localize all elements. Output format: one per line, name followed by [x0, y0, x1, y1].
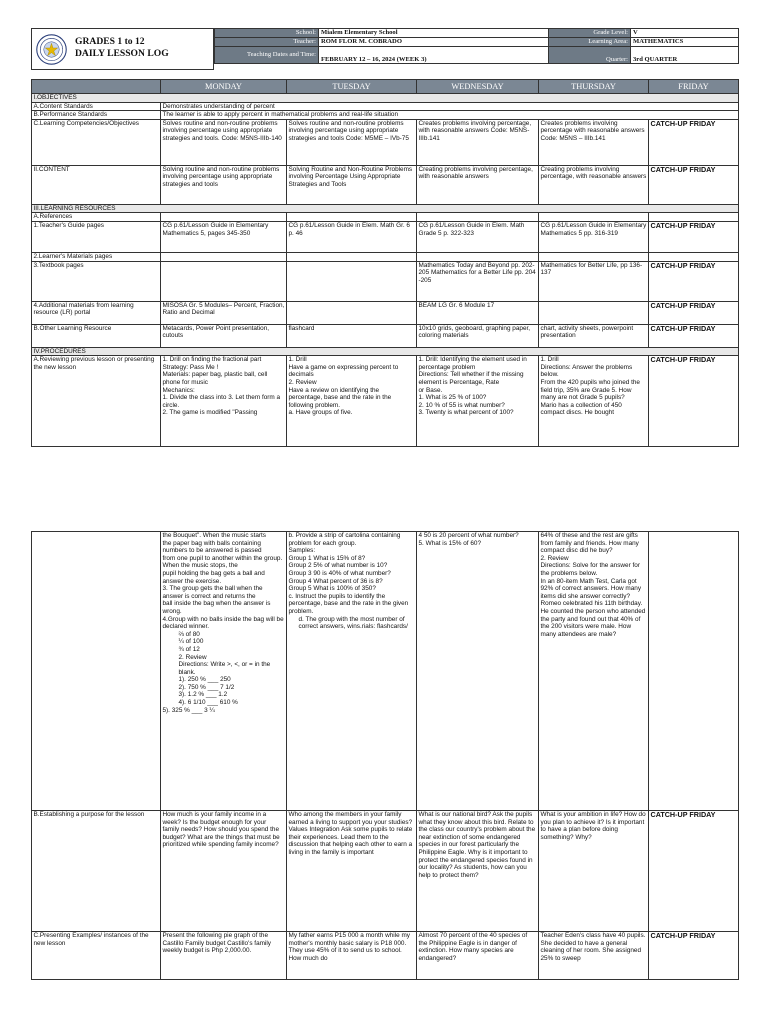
friday-presenting: CATCH-UP FRIDAY: [649, 932, 739, 980]
text-line: Materials: paper bag, plastic ball, cell phone for music: [162, 371, 268, 386]
text-line: the paper bag with balls containing numbers to be answered is passed: [162, 539, 262, 555]
text-line: 1. Drill: [540, 356, 559, 364]
purpose-tuesday: Who among the members in your family earned a living to support you your studies? Values Integration Ask some pupils to relate their experiences. Lead them to the discussion that helping each other to earn a living in the family is important: [287, 811, 417, 932]
review-tuesday-part2: [287, 532, 417, 811]
presenting-wednesday: Almost 70 percent of the 40 species of the Philippine Eagle is in danger of extinction. How many species are endangered?: [417, 932, 539, 980]
other-thursday: chart, activity sheets, powerpoint presentation: [539, 324, 649, 347]
exercise-item: ¼ of 100: [178, 638, 204, 646]
text-line: Directions: Tell whether if the missing element is Percentage, Rate: [418, 371, 524, 386]
text-line: 1. What is 25 % of 100?: [418, 394, 487, 402]
header-info-table: [214, 28, 739, 64]
text-line: Mechanics:: [162, 386, 195, 394]
purpose-monday: How much is your family income in a week? Is the budget enough for your family needs? How should you spend the budget? What are the things that must be prioritized while spending family income?: [161, 811, 287, 932]
quarter-label: Quarter:: [549, 47, 631, 64]
text-line: 64% of these and the rest are gifts from family and friends. How many compact disc did he buy?: [540, 532, 639, 555]
exercise-item: 4). 6 1/10 ___ 610 %: [178, 699, 238, 707]
other-resource-label: B.Other Learning Resource: [32, 324, 161, 347]
friday-content: CATCH-UP FRIDAY: [649, 165, 739, 204]
text-line: 1. Drill on finding the fractional part: [162, 356, 262, 364]
competency-thursday: Creates problems involving percentage with reasonable answers Code: M5NS – IIIb.141: [539, 119, 649, 165]
text-line: Have a review on identifying the percentage, base and the rate in the: [288, 386, 392, 402]
text-line: Strategy: Pass Me !: [162, 363, 219, 371]
title-box: [31, 28, 214, 70]
review-wednesday-part1: [417, 356, 539, 447]
other-tuesday: flashcard: [287, 324, 417, 347]
text-line: 3. The group gets the ball when the answer is correct and returns the: [162, 585, 263, 600]
content-tuesday: Solving Routine and Non-Routine Problems involving Percentage Using Appropriate Strategies and Tools: [287, 165, 417, 204]
text-line: Group 1 What is 15% of 8?: [288, 554, 366, 562]
purpose-thursday: What is your ambition in life? How do you plan to achieve it? Is it important to have a plan before doing something? Why?: [539, 811, 649, 932]
review-label: A.Reviewing previous lesson or presenting the new lesson: [32, 356, 161, 447]
friday-review: CATCH-UP FRIDAY: [649, 356, 739, 447]
lesson-table-page-2: [31, 531, 738, 980]
day-wednesday: WEDNESDAY: [417, 80, 539, 94]
exercise-item: Directions: Write >, <, or = in the blank.: [178, 661, 271, 676]
text-line: Group 4 What percent of 36 is 8?: [288, 577, 383, 585]
textbook-thursday: Mathematics for Better Life, pp 136-137: [539, 261, 649, 301]
text-line: 4 50 is 20 percent of what number?: [418, 532, 519, 539]
content-standards-value: Demonstrates understanding of percent: [161, 102, 739, 111]
references-label: A.References: [32, 213, 161, 222]
text-line: 4.Group with no balls inside the bag will be declared winner.: [162, 615, 284, 631]
text-line: Group 3 90 is 40% of what number?: [288, 569, 391, 577]
section-learning-resources: III.LEARNING RESOURCES: [32, 204, 739, 213]
text-line: d. The group with the most number of correct answers, wins.rials: flashcards/: [298, 615, 408, 631]
content-thursday: Creating problems involving percentage, with reasonable answers: [539, 165, 649, 204]
text-line: Mario has a collection of 450 compact discs. He bought: [540, 401, 622, 417]
text-line: Have a game on expressing percent to decimals: [288, 363, 399, 379]
text-line: a. Have groups of five.: [288, 409, 353, 417]
performance-standards-value: The learner is able to apply percent in mathematical problems and real-life situation: [161, 111, 739, 120]
text-line: or Base.: [418, 386, 443, 394]
deped-seal-icon: [36, 34, 67, 65]
text-line: 2. Review: [288, 378, 317, 386]
learners-materials-label: 2.Learner's Materials pages: [32, 252, 161, 261]
text-line: from one pupil to another within the group. When the music stops, the: [162, 554, 283, 570]
text-line: 2. The game is modified "Passing: [162, 409, 258, 417]
exercise-item: 2. Review: [178, 653, 207, 661]
section-objectives: I.OBJECTIVES: [32, 94, 739, 103]
content-standards-label: A.Content Standards: [32, 102, 161, 111]
text-line: Directions: Answer the problems below.: [540, 363, 633, 379]
text-line: Romeo celebrated his 11th birthday. He counted the person who attended the party and found out that 40% of the 200 visitors were male. How many attendees are male?: [540, 600, 646, 638]
tg-wednesday: CG p.61/Lesson Guide in Elem. Math Grade 5 p. 322-323: [417, 221, 539, 252]
text-line: 1. Drill: [288, 356, 307, 364]
competency-tuesday: Solves routine and non-routine problems involving percentage using appropriate strategies and tools Code: M5ME – IVb-75: [287, 119, 417, 165]
tg-thursday: CG p.61/Lesson Guide in Elementary Mathematics 5 pp. 316-319: [539, 221, 649, 252]
area-label: Learning Area:: [549, 38, 631, 47]
other-wednesday: 10x10 grids, geoboard, graphing paper, coloring materials: [417, 324, 539, 347]
textbook-wednesday: Mathematics Today and Beyond pp. 202-205 Mathematics for a Better Life pp. 204 -205: [417, 261, 539, 301]
day-thursday: THURSDAY: [539, 80, 649, 94]
friday-review-continued: [649, 532, 739, 811]
teachers-guide-label: 1.Teacher's Guide pages: [32, 221, 161, 252]
text-line: 2. Review: [540, 554, 569, 562]
lesson-log-header: [31, 28, 738, 70]
school-label: School:: [215, 29, 319, 38]
friday-purpose: CATCH-UP FRIDAY: [649, 811, 739, 932]
tg-monday: CG p.61/Lesson Guide in Elementary Mathematics 5, pages 345-350: [161, 221, 287, 252]
review-monday-part2: [161, 532, 287, 811]
text-line: ball inside the bag when the answer is wrong.: [162, 600, 271, 615]
text-line: following problem.: [288, 401, 341, 409]
text-line: the Bouquet". When the music starts: [162, 532, 267, 539]
quarter-value: 3rd QUARTER: [631, 47, 739, 64]
area-value: MATHEMATICS: [631, 38, 739, 47]
competencies-label: C.Learning Competencies/Objectives: [32, 119, 161, 165]
additional-wednesday: BEAM LG Gr. 6 Module 17: [417, 301, 539, 324]
presenting-tuesday: My father earns P15 000 a month while my mother's monthly basic salary is P18 000. They use 45% of it to send us to school. How much do: [287, 932, 417, 980]
day-monday: MONDAY: [161, 80, 287, 94]
friday-competency: CATCH-UP FRIDAY: [649, 119, 739, 165]
review-thursday-part1: [539, 356, 649, 447]
competency-monday: Solves routine and non-routine problems involving percentage using appropriate strategies and tools. Code: M5NS-IIIb-140: [161, 119, 287, 165]
grade-label: Grade Level:: [549, 29, 631, 38]
text-line: b. Provide a strip of cartolina containing problem for each group.: [288, 532, 401, 547]
presenting-label: C.Presenting Examples/ instances of the new lesson: [32, 932, 161, 980]
competency-wednesday: Creates problems involving percentage, with reasonable answers Code: M5NS-IIIb.141: [417, 119, 539, 165]
section-procedures: IV.PROCEDURES: [32, 347, 739, 356]
review-thursday-part2: [539, 532, 649, 811]
performance-standards-label: B.Performance Standards: [32, 111, 161, 120]
teacher-value: ROM FLOR M. COBRADO: [319, 38, 549, 47]
friday-other: CATCH-UP FRIDAY: [649, 324, 739, 347]
text-line: 3. Twenty is what percent of 100?: [418, 409, 514, 417]
dates-value: FEBRUARY 12 – 16, 2024 (WEEK 3): [319, 47, 549, 64]
purpose-label: B.Establishing a purpose for the lesson: [32, 811, 161, 932]
review-monday-part1: [161, 356, 287, 447]
other-monday: Metacards, Power Point presentation, cutouts: [161, 324, 287, 347]
additional-monday: MISOSA Gr. 5 Modules– Percent, Fraction, Ratio and Decimal: [161, 301, 287, 324]
day-friday: FRIDAY: [649, 80, 739, 94]
friday-additional: CATCH-UP FRIDAY: [649, 301, 739, 324]
text-line: 2. 10 % of 55 is what number?: [418, 401, 505, 409]
exercise-item: 2). 750 % ___ 7 1/2: [178, 683, 235, 691]
school-value: Mialem Elementary School: [319, 29, 549, 38]
presenting-thursday: Teacher Eden's class have 40 pupils. She decided to have a general cleaning of her room. She assigned 25% to sweep: [539, 932, 649, 980]
tg-tuesday: CG p.61/Lesson Guide in Elem. Math Gr. 6 p. 46: [287, 221, 417, 252]
day-tuesday: TUESDAY: [287, 80, 417, 94]
exercise-item: 1). 250 % ___ 250: [178, 676, 231, 684]
textbook-label: 3.Textbook pages: [32, 261, 161, 301]
grade-value: V: [631, 29, 739, 38]
content-label: II.CONTENT: [32, 165, 161, 204]
text-line: 5. What is 15% of 60?: [418, 539, 482, 547]
text-line: Directions: Solve for the answer for the problems below.: [540, 562, 640, 577]
text-line: In an 80-item Math Test, Carla got 92% of correct answers. How many items did she answer correctly?: [540, 577, 642, 600]
dates-label: Teaching Dates and Time:: [215, 47, 319, 64]
text-line: Group 5 What is 100% of 350?: [288, 585, 376, 593]
text-line: 1. Divide the class into 3. Let them form a circle.: [162, 394, 281, 409]
friday-textbook: CATCH-UP FRIDAY: [649, 261, 739, 301]
exercise-item: ⅔ of 80: [178, 630, 200, 638]
content-monday: Solving routine and non-routine problems involving percentage using appropriate strategies and tools: [161, 165, 287, 204]
corner-cell: [32, 80, 161, 94]
content-wednesday: Creating problems involving percentage, with reasonable answers: [417, 165, 539, 204]
text-line: From the 420 pupils who joined the field trip, 35% are Grade 5. How many are not Grade 5 pupils?: [540, 378, 640, 402]
teacher-label: Teacher:: [215, 38, 319, 47]
review-tuesday-part1: [287, 356, 417, 447]
text-line: 1. Drill: Identifying the element used in percentage problem: [418, 356, 527, 371]
text-line: c. Instruct the pupils to identify the percentage, base and the rate in the given problem.: [288, 592, 409, 615]
lesson-table-page-1: [31, 79, 738, 447]
presenting-monday: Present the following pie graph of the Castillo Family budget Castillo's family weekly budget is Php 2,000.00.: [161, 932, 287, 980]
text-line: pupil holding the bag gets a ball and answer the exercise.: [162, 569, 265, 585]
review-wednesday-part2: [417, 532, 539, 811]
text-line: Samples:: [288, 547, 316, 555]
friday-tg: CATCH-UP FRIDAY: [649, 221, 739, 252]
title-line-1: GRADES 1 to 12: [75, 36, 145, 47]
exercise-item: ¾ of 12: [178, 645, 200, 653]
exercise-item: 3). 1.2 % ___ 1.2: [178, 691, 228, 699]
text-line: Group 2 5% of what number is 10?: [288, 562, 388, 570]
additional-materials-label: 4.Additional materials from learning resource (LR) portal: [32, 301, 161, 324]
title-line-2: DAILY LESSON LOG: [75, 48, 169, 59]
purpose-wednesday: What is our national bird? Ask the pupils what they know about this bird. Relate to the class our country's problem about the near extinction of some endangered species in our forest particularly the Philippine Eagle. Why is it important to protect the endangered species found in our locality? As students, how can you help to protect them?: [417, 811, 539, 932]
exercise-item: 5). 325 % ___ 3 ¼: [162, 706, 215, 714]
review-continued-label: [32, 532, 161, 811]
